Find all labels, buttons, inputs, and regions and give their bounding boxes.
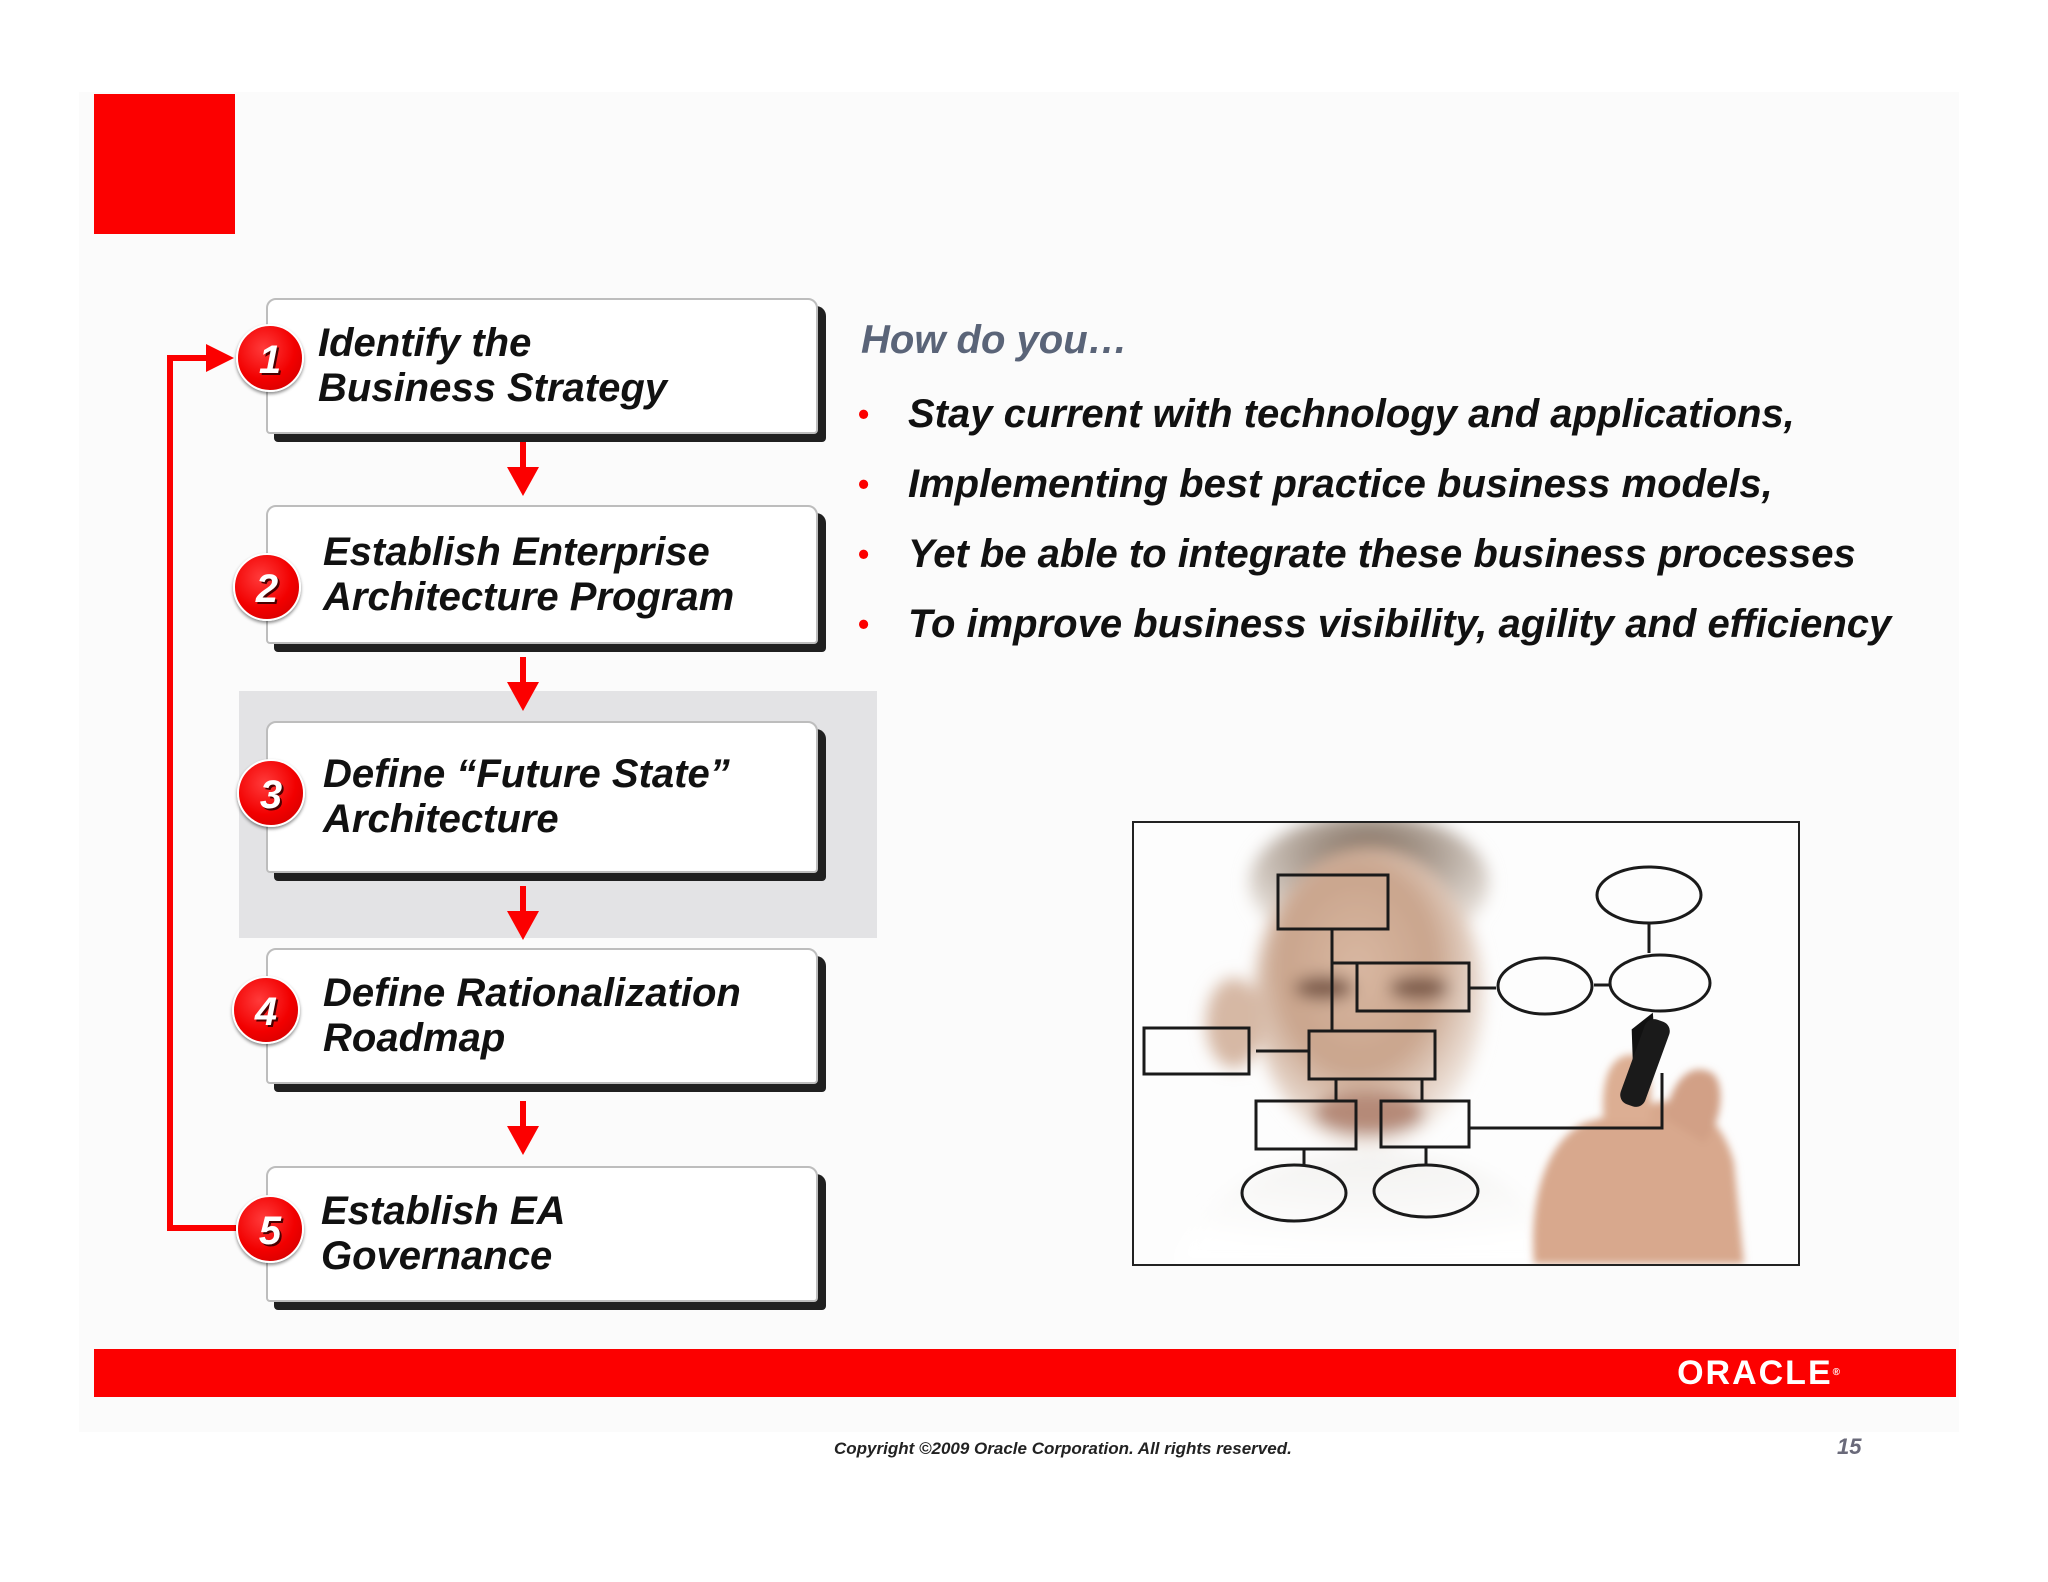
bullet-text: To improve business visibility, agility and efficiency [908, 602, 1892, 646]
step-box-2 [266, 505, 818, 644]
person-drawing-flowchart-icon [1134, 823, 1798, 1264]
step-number-2: 2 [233, 553, 301, 621]
step-label-5: Establish EA Governance [321, 1189, 566, 1278]
bullet-item [858, 383, 1891, 453]
step-number-3: 3 [237, 759, 305, 827]
brand-red-square [94, 94, 235, 234]
step-box-1 [266, 298, 818, 434]
bullet-icon: • [858, 606, 870, 642]
bullet-text: Yet be able to integrate these business processes [908, 532, 1856, 576]
bullet-item [858, 523, 1891, 593]
question-bullets [858, 383, 1891, 663]
bullet-icon: • [858, 396, 870, 432]
bullet-item [858, 593, 1891, 663]
bullet-item [858, 453, 1891, 523]
step-box-5 [266, 1166, 818, 1302]
step-box-3 [266, 721, 818, 873]
step-number-5: 5 [236, 1195, 304, 1263]
step-number-1: 1 [236, 324, 304, 392]
bullet-text: Stay current with technology and applications, [908, 392, 1795, 436]
step-box-4 [266, 948, 818, 1084]
question-title: How do you… [861, 318, 1128, 362]
copyright-notice: Copyright ©2009 Oracle Corporation. All rights reserved. [834, 1439, 1292, 1458]
bullet-text: Implementing best practice business models, [908, 462, 1773, 506]
oracle-logo [1677, 1352, 1840, 1394]
step-label-4: Define Rationalization Roadmap [323, 971, 741, 1060]
registered-mark-icon: ® [1832, 1367, 1840, 1378]
bullet-icon: • [858, 466, 870, 502]
footer-bar [94, 1349, 1956, 1397]
bullet-icon: • [858, 536, 870, 572]
step-label-3: Define “Future State” Architecture [323, 752, 730, 841]
step-label-1: Identify the Business Strategy [318, 321, 668, 410]
step-number-4: 4 [232, 976, 300, 1044]
step-label-2: Establish Enterprise Architecture Program [323, 529, 735, 619]
page-number: 15 [1837, 1434, 1862, 1459]
flowchart-photo [1132, 821, 1800, 1266]
oracle-logo-text: ORACLE [1677, 1354, 1833, 1392]
